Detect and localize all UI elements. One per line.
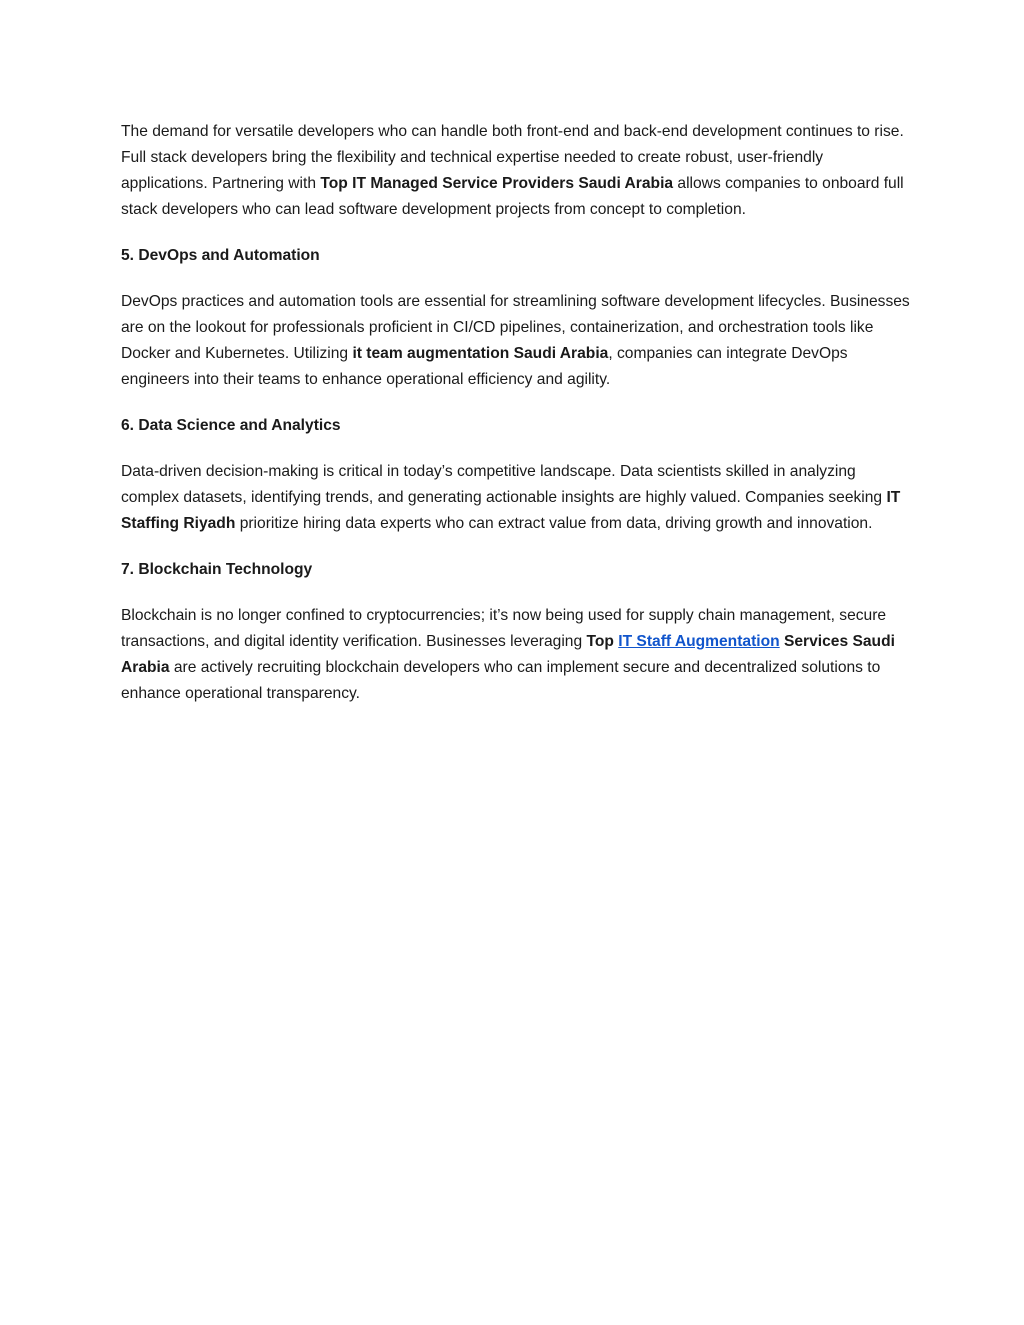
section-5-text-2: , companies can integrate DevOps engineers into their teams to enhance operational efficiency and agility.	[121, 345, 848, 388]
section-7-text-1: Blockchain is no longer confined to cryptocurrencies; it’s now being used for supply chain management, secure transactions, and digital identity verification. Businesses leveraging	[121, 607, 887, 650]
section-5-bold-term: it team augmentation Saudi Arabia	[352, 345, 609, 362]
section-5-heading: 5. DevOps and Automation	[121, 247, 320, 264]
section-6-text-1: Data-driven decision-making is critical in today’s competitive landscape. Data scientists skilled in analyzing complex datasets, identifying trends, and generating actionable insights are highly valued. Companies seeking	[121, 463, 887, 506]
intro-bold-term: Top IT Managed Service Providers Saudi Arabia	[320, 175, 674, 192]
section-6-text-2: prioritize hiring data experts who can extract value from data, driving growth and innovation.	[235, 515, 873, 532]
section-7-bold-suffix: Services Saudi Arabia	[121, 633, 895, 676]
section-6-paragraph	[121, 459, 911, 537]
section-6-bold-term: IT Staffing Riyadh	[121, 489, 901, 532]
section-7-bold-prefix: Top	[586, 633, 619, 650]
document-page	[121, 119, 911, 727]
intro-text-2: allows companies to onboard full stack developers who can lead software development projects from concept to completion.	[121, 175, 904, 218]
section-5-paragraph	[121, 289, 911, 393]
it-staff-augmentation-link[interactable]: IT Staff Augmentation	[618, 633, 780, 650]
section-7-text-2: are actively recruiting blockchain developers who can implement secure and decentralized solutions to enhance operational transparency.	[121, 659, 881, 702]
section-7-paragraph	[121, 603, 911, 707]
section-5-text-1: DevOps practices and automation tools are essential for streamlining software development lifecycles. Businesses are on the lookout for professionals proficient in CI/CD pipelines, containerization, and orchestration tools like Docker and Kubernetes. Utilizing	[121, 293, 910, 362]
section-6-heading: 6. Data Science and Analytics	[121, 417, 341, 434]
intro-paragraph	[121, 119, 911, 223]
intro-text-1: The demand for versatile developers who can handle both front-end and back-end development continues to rise. Full stack developers bring the flexibility and technical expertise needed to create robust, user-friendly applications. Partnering with	[121, 123, 904, 192]
section-7-heading: 7. Blockchain Technology	[121, 561, 313, 578]
